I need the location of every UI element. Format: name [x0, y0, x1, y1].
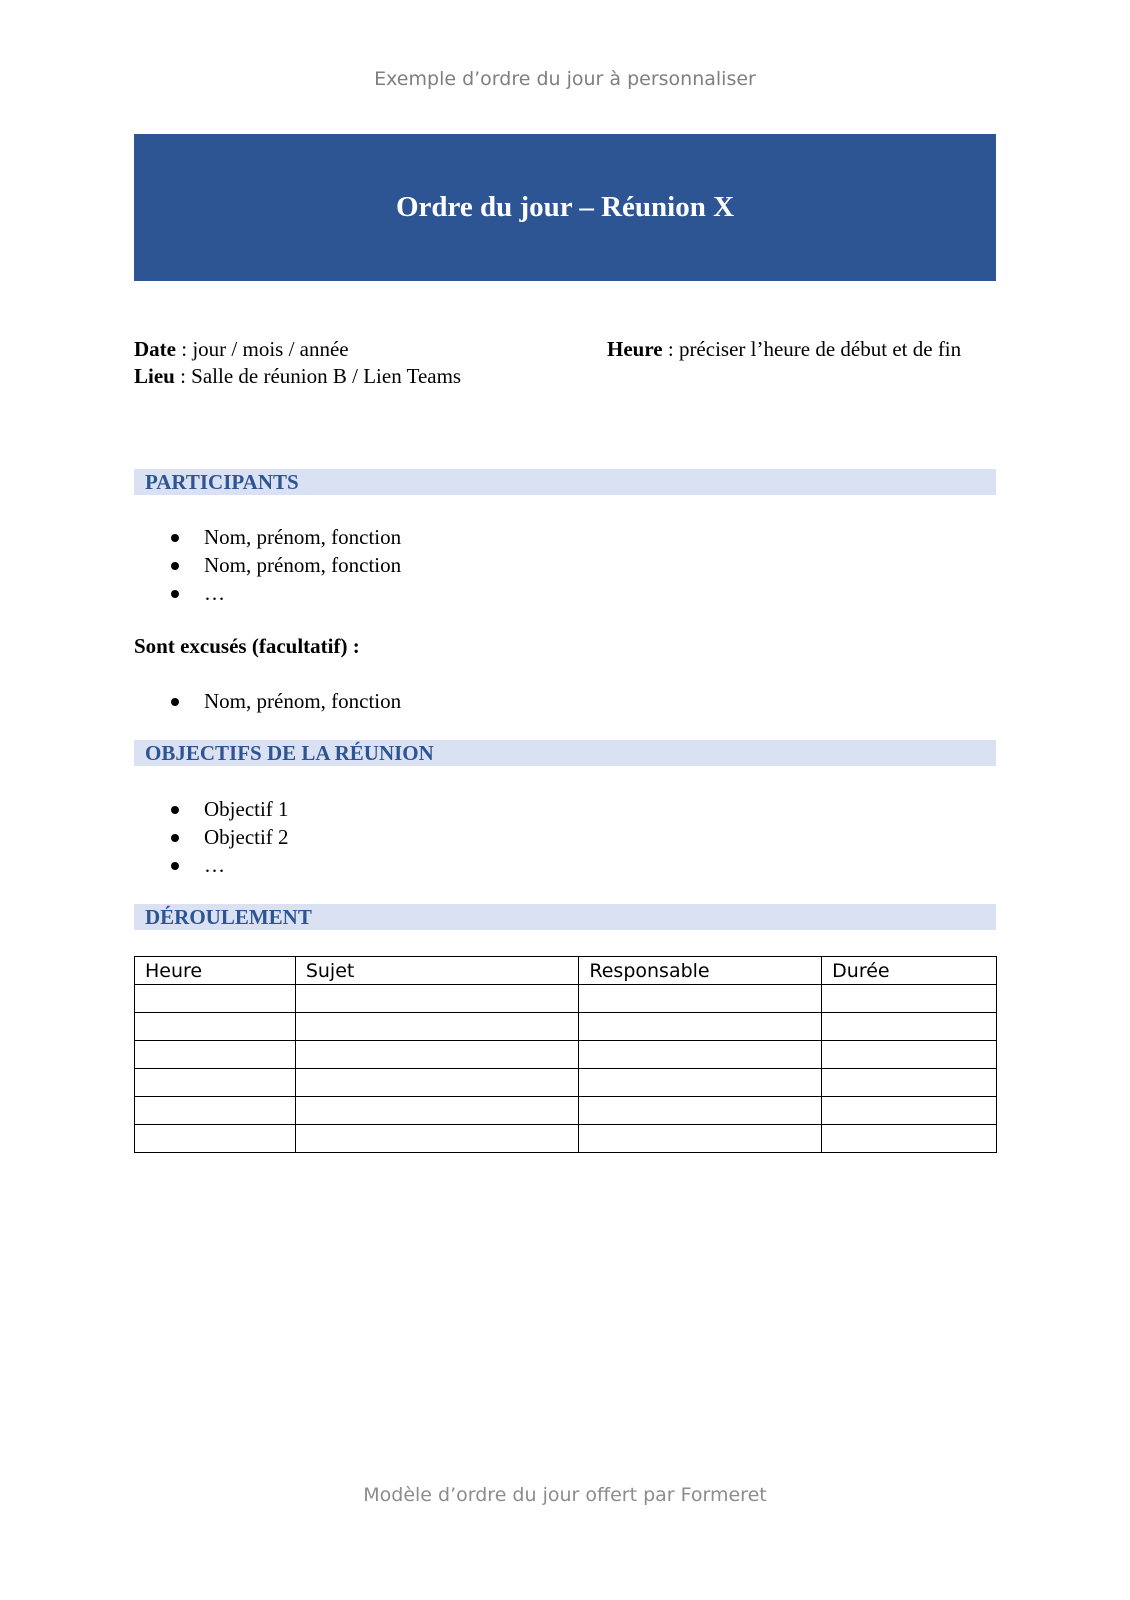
table-cell[interactable] [822, 1097, 997, 1125]
table-cell[interactable] [295, 1069, 579, 1097]
table-cell[interactable] [135, 1013, 296, 1041]
table-cell[interactable] [135, 985, 296, 1013]
bullet-icon [171, 834, 179, 842]
list-item [134, 579, 401, 607]
column-header-duree: Durée [822, 957, 997, 985]
table-cell[interactable] [135, 1097, 296, 1125]
list-item [134, 687, 401, 715]
lieu-label: Lieu [134, 364, 175, 388]
table-cell[interactable] [579, 1069, 822, 1097]
document-title: Ordre du jour – Réunion X [395, 191, 735, 223]
table-cell[interactable] [135, 1125, 296, 1153]
column-header-responsable: Responsable [579, 957, 822, 985]
table-row [135, 1097, 997, 1125]
table-cell[interactable] [295, 1125, 579, 1153]
table-cell[interactable] [579, 1041, 822, 1069]
table-cell[interactable] [295, 1013, 579, 1041]
title-banner [134, 134, 996, 281]
list-item-text: Nom, prénom, fonction [204, 525, 402, 549]
heure-label: Heure [607, 337, 663, 361]
table-cell[interactable] [822, 1013, 997, 1041]
list-item-text: Nom, prénom, fonction [204, 553, 402, 577]
date-label: Date [134, 337, 176, 361]
table-cell[interactable] [135, 1041, 296, 1069]
list-item [134, 795, 289, 823]
bullet-icon [171, 590, 179, 598]
table-cell[interactable] [822, 1069, 997, 1097]
table-row [135, 1013, 997, 1041]
bullet-icon [171, 862, 179, 870]
page-header: Exemple d’ordre du jour à personnaliser [374, 68, 756, 90]
section-heading: PARTICIPANTS [145, 470, 299, 494]
table-cell[interactable] [135, 1069, 296, 1097]
section-deroulement [134, 904, 996, 930]
section-participants [134, 469, 996, 495]
lieu-line [134, 363, 461, 390]
list-item-text: … [204, 581, 225, 605]
excuses-list [134, 687, 401, 715]
list-item-text: Nom, prénom, fonction [204, 689, 402, 713]
table-cell[interactable] [579, 1125, 822, 1153]
section-heading: DÉROULEMENT [145, 905, 312, 929]
table-cell[interactable] [822, 1125, 997, 1153]
table-cell[interactable] [822, 1041, 997, 1069]
table-cell[interactable] [295, 985, 579, 1013]
bullet-icon [171, 562, 179, 570]
table-cell[interactable] [822, 985, 997, 1013]
table-row [135, 1041, 997, 1069]
table-row [135, 1069, 997, 1097]
participants-list [134, 523, 401, 607]
date-line [134, 336, 349, 363]
date-value: : jour / mois / année [175, 337, 349, 361]
list-item-text: Objectif 2 [204, 825, 289, 849]
lieu-value: : Salle de réunion B / Lien Teams [174, 364, 462, 388]
objectifs-list [134, 795, 289, 879]
schedule-table [134, 956, 997, 1153]
list-item-text: … [204, 853, 225, 877]
list-item-text: Objectif 1 [204, 797, 289, 821]
table-cell[interactable] [579, 1013, 822, 1041]
heure-value: : préciser l’heure de début et de fin [662, 337, 962, 361]
table-row [135, 985, 997, 1013]
column-header-heure: Heure [135, 957, 296, 985]
table-cell[interactable] [579, 985, 822, 1013]
column-header-sujet: Sujet [295, 957, 579, 985]
bullet-icon [171, 534, 179, 542]
list-item [134, 551, 401, 579]
table-cell[interactable] [295, 1041, 579, 1069]
table-cell[interactable] [295, 1097, 579, 1125]
heure-line [607, 336, 961, 363]
table-cell[interactable] [579, 1097, 822, 1125]
list-item [134, 823, 289, 851]
table-row [135, 1125, 997, 1153]
table-header-row [135, 957, 997, 985]
page-footer: Modèle d’ordre du jour offert par Formeret [363, 1484, 767, 1506]
list-item [134, 851, 289, 879]
section-objectifs [134, 740, 996, 766]
section-heading: OBJECTIFS DE LA RÉUNION [145, 741, 434, 765]
bullet-icon [171, 806, 179, 814]
bullet-icon [171, 698, 179, 706]
excuses-label: Sont excusés (facultatif) : [134, 634, 360, 658]
list-item [134, 523, 401, 551]
